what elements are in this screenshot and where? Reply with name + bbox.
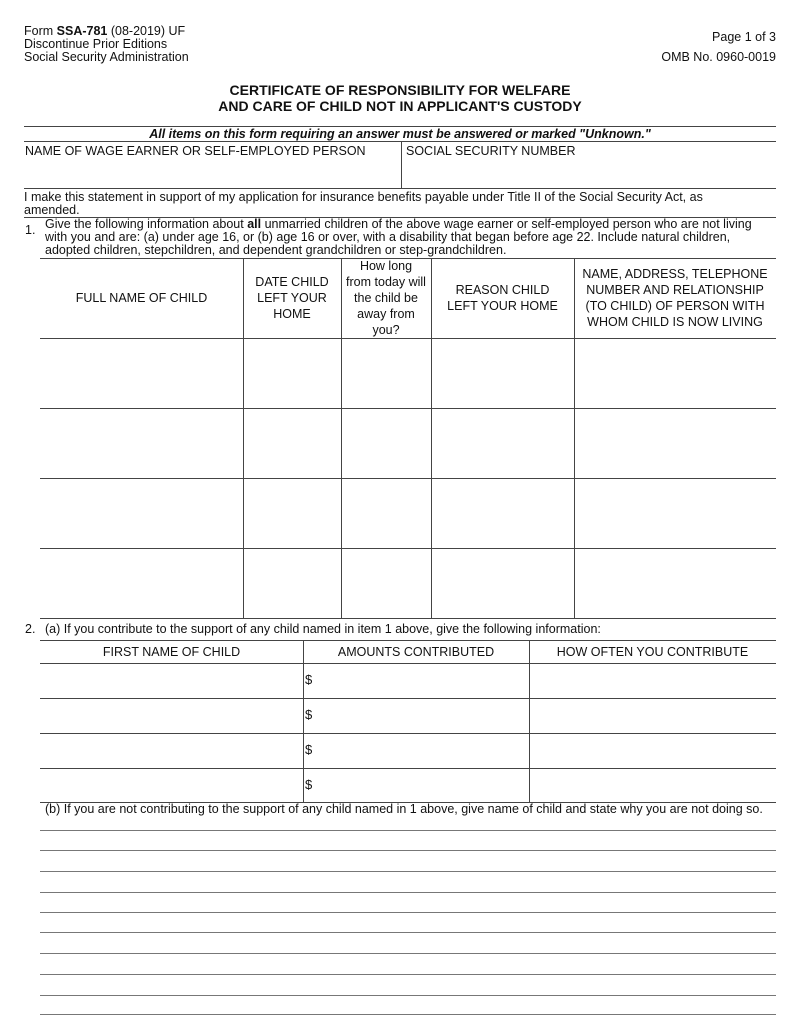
ssn-label: SOCIAL SECURITY NUMBER	[406, 144, 576, 158]
child-info-input[interactable]	[246, 411, 340, 477]
child-info-input[interactable]	[43, 481, 242, 547]
child-info-input[interactable]	[577, 551, 775, 617]
item2a-instructions: (a) If you contribute to the support of any child named in item 1 above, give the following information:	[45, 622, 601, 636]
child-info-input[interactable]	[434, 341, 573, 407]
answer-line	[40, 830, 776, 831]
item1-instructions: Give the following information about all unmarried children of the above wage earner or self-employed person who are not living with you and are: (a) under age 16, or (b) age 16 or over, with a disability that began before age 22. Include natural children, adopted children, stepchildren, and dependent grandchildren or step-grandchildren.	[45, 217, 752, 257]
child-info-input[interactable]	[344, 341, 430, 407]
column-divider	[303, 640, 304, 802]
row-divider	[40, 408, 776, 409]
agency-name: Social Security Administration	[24, 50, 189, 64]
column-header: HOW OFTEN YOU CONTRIBUTE	[556, 644, 749, 659]
answer-line	[40, 912, 776, 913]
wage-earner-input[interactable]	[25, 162, 399, 186]
child-info-input[interactable]	[434, 411, 573, 477]
answer-line	[40, 871, 776, 872]
editions-note: Discontinue Prior Editions	[24, 37, 168, 51]
child-first-name-input[interactable]	[43, 774, 302, 798]
explanation-input[interactable]	[42, 833, 776, 851]
child-info-input[interactable]	[434, 481, 573, 547]
divider	[24, 141, 776, 142]
answer-line	[40, 995, 776, 996]
frequency-input[interactable]	[533, 704, 775, 728]
amount-input[interactable]	[318, 739, 527, 763]
dollar-sign: $	[305, 672, 313, 687]
child-info-input[interactable]	[577, 481, 775, 547]
child-first-name-input[interactable]	[43, 704, 302, 728]
explanation-input[interactable]	[42, 915, 776, 933]
title-line-1: CERTIFICATE OF RESPONSIBILITY FOR WELFARE	[229, 82, 571, 98]
row-divider	[40, 640, 776, 641]
row-divider	[40, 663, 776, 664]
child-first-name-input[interactable]	[43, 669, 302, 693]
column-header-label: DATE CHILD LEFT YOUR HOME	[255, 275, 329, 321]
dollar-sign: $	[305, 777, 313, 792]
column-divider	[574, 258, 575, 618]
item2-number: 2.	[25, 622, 36, 636]
column-header-label: REASON CHILD LEFT YOUR HOME	[447, 283, 558, 313]
explanation-input[interactable]	[42, 977, 776, 995]
amount-input[interactable]	[318, 774, 527, 798]
frequency-input[interactable]	[533, 774, 775, 798]
item1-number: 1.	[25, 223, 36, 237]
column-divider	[431, 258, 432, 618]
child-info-input[interactable]	[577, 341, 775, 407]
explanation-input[interactable]	[42, 874, 776, 892]
explanation-input[interactable]	[42, 956, 776, 974]
answer-line	[40, 1014, 776, 1015]
row-divider	[40, 698, 776, 699]
row-divider	[40, 478, 776, 479]
page-title	[0, 82, 800, 114]
column-header-label: NAME, ADDRESS, TELEPHONE NUMBER AND RELATIONSHIP (TO CHILD) OF PERSON WITH WHOM CHILD IS NOW LIVING	[582, 267, 768, 329]
child-info-input[interactable]	[43, 411, 242, 477]
column-header	[574, 258, 776, 338]
form-id: Form SSA-781 (08-2019) UF	[24, 24, 186, 38]
column-header	[431, 258, 574, 338]
column-divider	[341, 258, 342, 618]
item2b-instructions: (b) If you are not contributing to the support of any child named in 1 above, give name of child and state why you are not doing so.	[45, 802, 763, 816]
dollar-sign: $	[305, 707, 313, 722]
child-info-input[interactable]	[577, 411, 775, 477]
frequency-input[interactable]	[533, 739, 775, 763]
omb-number: OMB No. 0960-0019	[661, 50, 776, 64]
explanation-input[interactable]	[42, 935, 776, 953]
amount-input[interactable]	[318, 669, 527, 693]
divider	[401, 141, 402, 188]
child-info-input[interactable]	[344, 411, 430, 477]
answer-line	[40, 932, 776, 933]
row-divider	[40, 768, 776, 769]
column-divider	[243, 258, 244, 618]
child-info-input[interactable]	[344, 481, 430, 547]
row-divider	[40, 733, 776, 734]
row-divider	[40, 618, 776, 619]
child-first-name-input[interactable]	[43, 739, 302, 763]
dollar-sign: $	[305, 742, 313, 757]
column-divider	[529, 640, 530, 802]
title-line-2: AND CARE OF CHILD NOT IN APPLICANT'S CUSTODY	[218, 98, 582, 114]
column-header	[40, 258, 243, 338]
column-header	[243, 258, 341, 338]
child-info-input[interactable]	[43, 341, 242, 407]
child-info-input[interactable]	[344, 551, 430, 617]
column-header: AMOUNTS CONTRIBUTED	[337, 644, 495, 659]
required-notice: All items on this form requiring an answer must be answered or marked "Unknown."	[149, 127, 651, 141]
column-header-label: How long from today will the child be away from you?	[346, 259, 426, 337]
answer-line	[40, 892, 776, 893]
column-header: FIRST NAME OF CHILD	[102, 644, 241, 659]
row-divider	[40, 338, 776, 339]
column-header-label: FULL NAME OF CHILD	[75, 291, 208, 305]
statement-text: I make this statement in support of my application for insurance benefits payable under Title II of the Social Security Act, as amended.	[24, 190, 703, 217]
ssn-input[interactable]	[406, 162, 775, 186]
explanation-input[interactable]	[42, 853, 776, 871]
answer-line	[40, 974, 776, 975]
child-info-input[interactable]	[246, 481, 340, 547]
answer-line	[40, 953, 776, 954]
row-divider	[40, 258, 776, 259]
child-info-input[interactable]	[246, 551, 340, 617]
amount-input[interactable]	[318, 704, 527, 728]
child-info-input[interactable]	[434, 551, 573, 617]
frequency-input[interactable]	[533, 669, 775, 693]
child-info-input[interactable]	[43, 551, 242, 617]
row-divider	[40, 548, 776, 549]
column-header	[341, 258, 431, 338]
divider	[24, 188, 776, 189]
wage-earner-label: NAME OF WAGE EARNER OR SELF-EMPLOYED PERSON	[25, 144, 366, 158]
explanation-input[interactable]	[42, 895, 776, 913]
child-info-input[interactable]	[246, 341, 340, 407]
answer-line	[40, 850, 776, 851]
page-number: Page 1 of 3	[712, 30, 776, 44]
